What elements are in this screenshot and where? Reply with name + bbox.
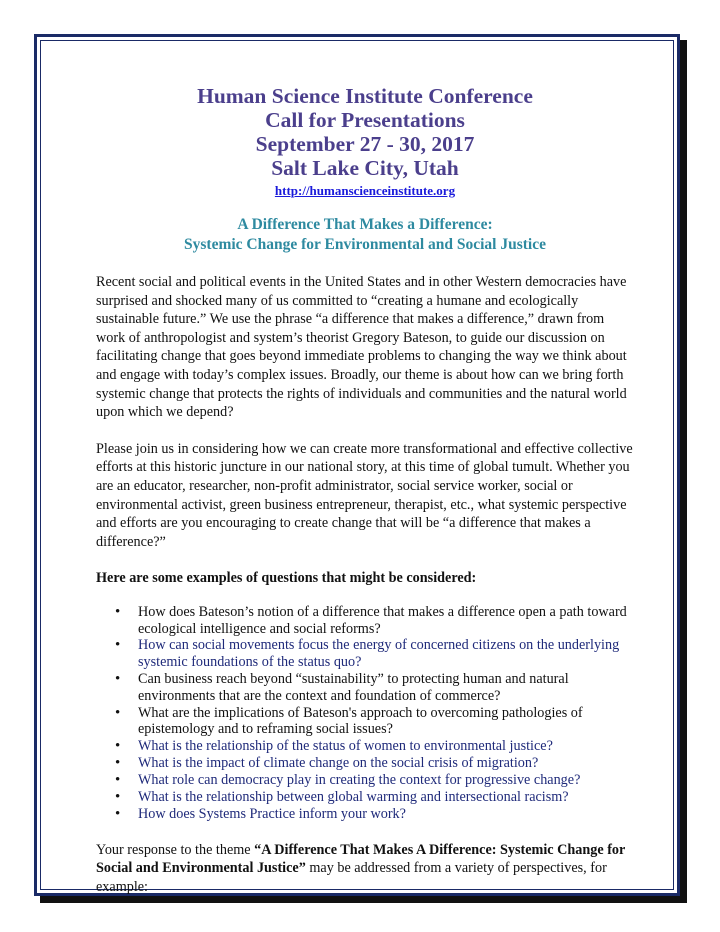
questions-list <box>96 604 634 823</box>
theme-line-2: Systemic Change for Environmental and Social Justice <box>184 236 546 253</box>
list-item: • How can social movements focus the energy of concerned citizens on the underlying systemic foundations of the status quo? <box>115 637 620 671</box>
document-body <box>96 84 634 897</box>
questions-heading: Here are some examples of questions that might be considered: <box>96 570 477 587</box>
bullet-icon: • <box>115 603 121 620</box>
list-item: • What are the implications of Bateson's approach to overcoming pathologies of epistemology and to reframing social issues? <box>115 704 583 738</box>
conference-dates: September 27 - 30, 2017 <box>255 132 475 156</box>
closing-paragraph: Your response to the theme “A Difference That Makes A Difference: Systemic Change for Social and Environmental Justice” may be addressed from a variety of perspectives, for example: <box>96 841 626 895</box>
call-title: Call for Presentations <box>265 108 465 132</box>
list-item: • How does Systems Practice inform your work? <box>115 806 406 823</box>
list-item: • How does Bateson’s notion of a difference that makes a difference open a path toward ecological intelligence and social reforms? <box>115 603 627 637</box>
bullet-icon: • <box>115 704 121 721</box>
list-item: • What is the impact of climate change on the social crisis of migration? <box>115 755 539 772</box>
frame-shadow-right <box>680 40 687 902</box>
bullet-icon: • <box>115 772 121 789</box>
conference-location: Salt Lake City, Utah <box>271 156 459 180</box>
list-item: • Can business reach beyond “sustainability” to protecting human and natural environments that are the context and foundation of commerce? <box>115 671 569 704</box>
list-item: • What role can democracy play in creating the context for progressive change? <box>115 772 581 789</box>
institute-link[interactable]: http://humanscienceinstitute.org <box>274 183 456 198</box>
list-item: • What is the relationship between global warming and intersectional racism? <box>115 789 569 806</box>
conference-title: Human Science Institute Conference <box>197 84 533 108</box>
frame-shadow-bottom <box>40 896 687 903</box>
bullet-icon: • <box>115 671 121 688</box>
url-row <box>96 182 634 200</box>
list-item: • What is the relationship of the status of women to environmental justice? <box>115 738 553 755</box>
invitation-paragraph: Please join us in considering how we can create more transformational and effective collective efforts at this historic juncture in our national story, at this time of global tumult. Whether you are an educator, researcher, non-profit administrator, social service worker, social or environmental activist, green business entrepreneur, therapist, etc., what systemic perspective and efforts are you encouraging to create change that will be “a difference that makes a difference?” <box>96 440 633 550</box>
theme-line-1: A Difference That Makes a Difference: <box>237 216 493 233</box>
bullet-icon: • <box>115 755 121 772</box>
intro-paragraph: Recent social and political events in the United States and in other Western democracies have surprised and shocked many of us committed to “creating a humane and ecologically sustainable future.” We use the phrase “a difference that makes a difference,” drawn from work of anthropologist and system’s theorist Gregory Bateson, to guide our discussion on facilitating change that goes beyond immediate problems to changing the way we think about and engage with today’s complex issues. Broadly, our theme is about how can we bring forth systemic change that protects the rights of individuals and communities and the natural world upon which we depend? <box>96 274 627 421</box>
bullet-icon: • <box>115 738 121 755</box>
theme-quote: “A Difference That Makes A Difference: Systemic Change for Social and Environmental Justice” <box>96 841 626 877</box>
bullet-icon: • <box>115 637 121 654</box>
bullet-icon: • <box>115 806 121 823</box>
theme-heading <box>96 215 634 255</box>
bullet-icon: • <box>115 789 121 806</box>
